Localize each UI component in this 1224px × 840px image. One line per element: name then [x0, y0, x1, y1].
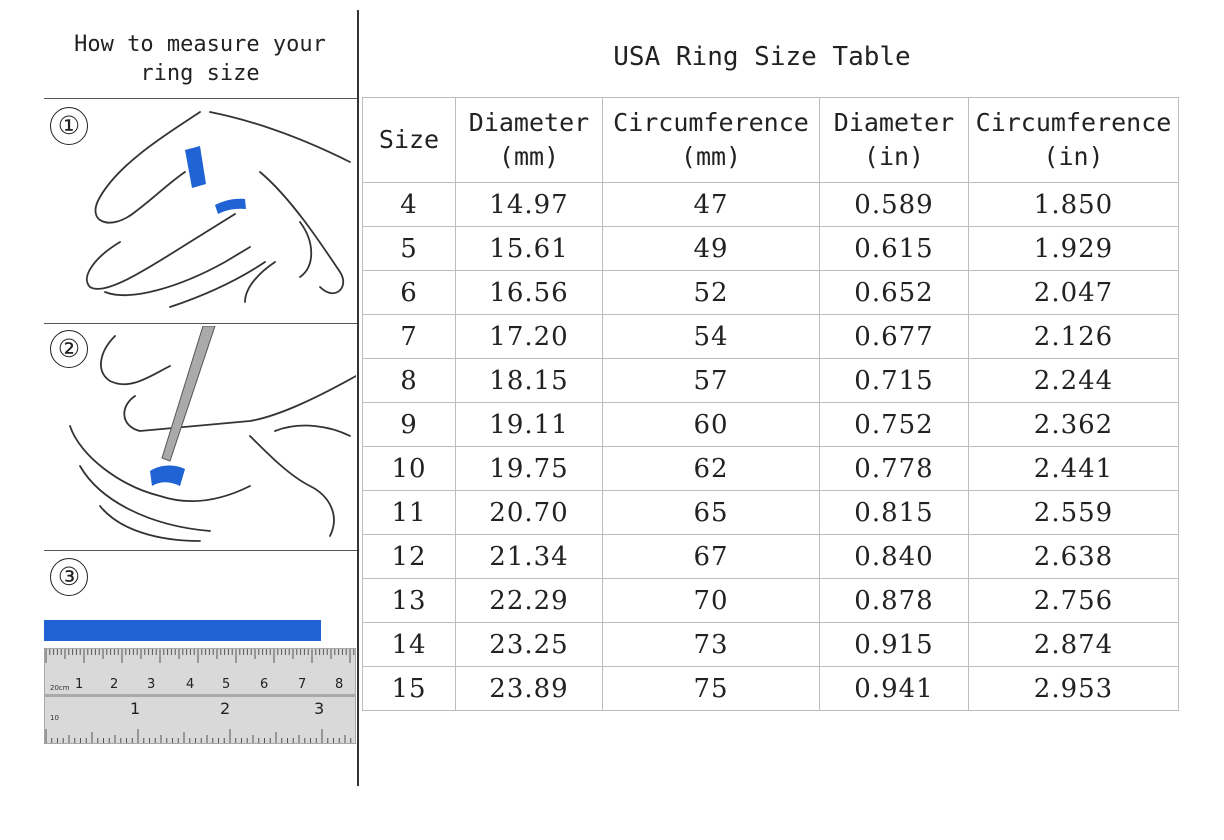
table-row: [363, 491, 1179, 535]
diameter-mm-cell: 22.29: [456, 579, 603, 623]
table-row: [363, 623, 1179, 667]
ring-size-table: [362, 97, 1179, 711]
diameter-mm-cell: 19.75: [456, 447, 603, 491]
size-cell: 5: [363, 227, 456, 271]
table-row: [363, 271, 1179, 315]
circumference-in-cell: 2.362: [969, 403, 1179, 447]
table-row: [363, 315, 1179, 359]
circumference-mm-cell: 49: [603, 227, 820, 271]
diameter-in-cell: 0.752: [820, 403, 969, 447]
diameter-in-cell: 0.941: [820, 667, 969, 711]
circumference-mm-cell: 52: [603, 271, 820, 315]
ruler-cm-label: 7: [298, 677, 307, 692]
circumference-mm-cell: 54: [603, 315, 820, 359]
size-cell: 8: [363, 359, 456, 403]
divider: [44, 323, 358, 324]
ruler-cm-label: 5: [222, 677, 231, 692]
size-cell: 11: [363, 491, 456, 535]
ruler-in-unit: 10: [50, 714, 59, 722]
circumference-in-cell: 2.638: [969, 535, 1179, 579]
ruler-cm-label: 4: [186, 677, 195, 692]
table-row: [363, 227, 1179, 271]
size-cell: 4: [363, 183, 456, 227]
ruler-in-label: 1: [130, 699, 141, 718]
circumference-in-cell: 2.047: [969, 271, 1179, 315]
table-title: USA Ring Size Table: [613, 42, 911, 72]
ruler-cm-label: 3: [147, 677, 156, 692]
size-cell: 9: [363, 403, 456, 447]
diameter-in-cell: 0.840: [820, 535, 969, 579]
circumference-in-cell: 2.756: [969, 579, 1179, 623]
diameter-in-cell: 0.878: [820, 579, 969, 623]
diameter-in-cell: 0.778: [820, 447, 969, 491]
circumference-in-cell: 2.244: [969, 359, 1179, 403]
step-2-number: ②: [50, 330, 88, 368]
diameter-mm-cell: 21.34: [456, 535, 603, 579]
column-header-diameter-in: Diameter (in): [820, 98, 969, 183]
size-cell: 7: [363, 315, 456, 359]
circumference-in-cell: 2.126: [969, 315, 1179, 359]
size-cell: 15: [363, 667, 456, 711]
divider: [44, 550, 358, 551]
circumference-in-cell: 2.953: [969, 667, 1179, 711]
circumference-mm-cell: 47: [603, 183, 820, 227]
diameter-in-cell: 0.677: [820, 315, 969, 359]
ruler-cm-label: 8: [335, 677, 344, 692]
ruler-in-label: 2: [220, 699, 231, 718]
size-cell: 13: [363, 579, 456, 623]
pen-mark-illustration: [60, 326, 356, 548]
circumference-mm-cell: 73: [603, 623, 820, 667]
diameter-mm-cell: 14.97: [456, 183, 603, 227]
instructions-title: How to measure your ring size: [74, 32, 326, 86]
column-header-circumference-mm: Circumference (mm): [603, 98, 820, 183]
table-row: [363, 403, 1179, 447]
column-header-circumference-in: Circumference (in): [969, 98, 1179, 183]
circumference-mm-cell: 65: [603, 491, 820, 535]
circumference-in-cell: 1.850: [969, 183, 1179, 227]
circumference-in-cell: 1.929: [969, 227, 1179, 271]
diameter-mm-cell: 20.70: [456, 491, 603, 535]
size-cell: 6: [363, 271, 456, 315]
circumference-mm-cell: 60: [603, 403, 820, 447]
table-row: [363, 183, 1179, 227]
size-cell: 10: [363, 447, 456, 491]
diameter-mm-cell: 16.56: [456, 271, 603, 315]
table-row: [363, 535, 1179, 579]
divider: [44, 98, 358, 99]
step-3-number: ③: [50, 558, 88, 596]
table-header-row: [363, 98, 1179, 183]
diameter-mm-cell: 18.15: [456, 359, 603, 403]
table-row: [363, 359, 1179, 403]
circumference-mm-cell: 62: [603, 447, 820, 491]
diameter-in-cell: 0.615: [820, 227, 969, 271]
table-row: [363, 667, 1179, 711]
size-cell: 14: [363, 623, 456, 667]
hand-tape-illustration: [60, 102, 356, 320]
diameter-mm-cell: 23.25: [456, 623, 603, 667]
ruler-cm-label: 6: [260, 677, 269, 692]
diameter-mm-cell: 17.20: [456, 315, 603, 359]
circumference-mm-cell: 57: [603, 359, 820, 403]
circumference-mm-cell: 75: [603, 667, 820, 711]
ruler-icon: [44, 648, 356, 744]
diameter-in-cell: 0.589: [820, 183, 969, 227]
diameter-mm-cell: 15.61: [456, 227, 603, 271]
column-header-diameter-mm: Diameter (mm): [456, 98, 603, 183]
size-cell: 12: [363, 535, 456, 579]
divider: [357, 10, 359, 786]
circumference-in-cell: 2.441: [969, 447, 1179, 491]
column-header-size: Size: [363, 98, 456, 183]
ruler-cm-label: 1: [75, 677, 84, 692]
circumference-in-cell: 2.559: [969, 491, 1179, 535]
diameter-mm-cell: 23.89: [456, 667, 603, 711]
ruler-cm-unit: 20cm: [50, 684, 70, 692]
ruler-in-label: 3: [314, 699, 325, 718]
step-1-number: ①: [50, 107, 88, 145]
measured-tape-strip: [44, 620, 321, 641]
circumference-mm-cell: 67: [603, 535, 820, 579]
circumference-in-cell: 2.874: [969, 623, 1179, 667]
circumference-mm-cell: 70: [603, 579, 820, 623]
diameter-in-cell: 0.915: [820, 623, 969, 667]
diameter-in-cell: 0.715: [820, 359, 969, 403]
diameter-in-cell: 0.815: [820, 491, 969, 535]
table-row: [363, 447, 1179, 491]
diameter-mm-cell: 19.11: [456, 403, 603, 447]
diameter-in-cell: 0.652: [820, 271, 969, 315]
table-row: [363, 579, 1179, 623]
ruler-cm-label: 2: [110, 677, 119, 692]
